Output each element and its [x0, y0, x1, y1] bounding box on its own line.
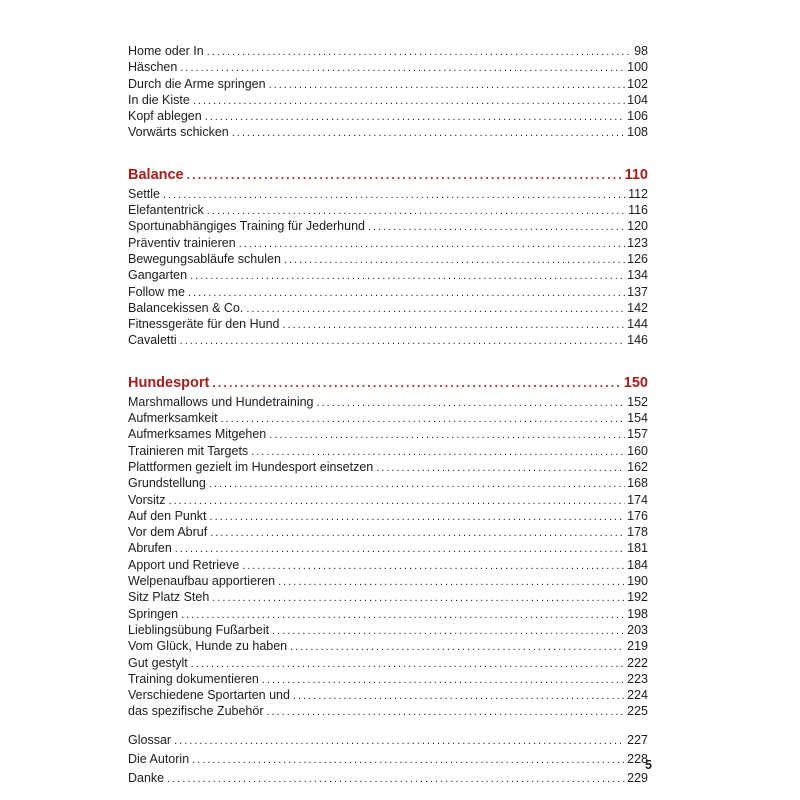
toc-section-heading-page: 110 [624, 166, 648, 183]
toc-entry [128, 541, 648, 557]
toc-group [128, 166, 648, 350]
toc-entry [128, 493, 648, 509]
toc-dot-leader [210, 525, 625, 541]
toc-dot-leader [207, 44, 632, 60]
toc-dot-leader [163, 187, 626, 203]
toc-dot-leader [174, 731, 625, 750]
toc-entry-page: 123 [627, 235, 648, 250]
toc-entry-title: Elefantentrick [128, 203, 204, 218]
toc-entry-title: Vom Glück, Hunde zu haben [128, 639, 288, 654]
toc-dot-leader [205, 109, 625, 125]
toc-entry-page: 174 [627, 492, 648, 507]
toc-dot-leader [242, 558, 625, 574]
toc-entry-title: Springen [128, 606, 179, 621]
toc-entry-page: 104 [627, 92, 648, 107]
toc-entry-title: Home oder In [128, 44, 204, 58]
toc-entry [128, 460, 648, 476]
toc-entry-page: 203 [627, 622, 648, 637]
toc-entry [128, 187, 648, 203]
toc-entry-page: 181 [627, 541, 648, 556]
toc-dot-leader [269, 77, 626, 93]
toc-entry-page: 224 [627, 688, 648, 703]
toc-entry-page: 219 [627, 639, 648, 654]
toc-entry [128, 219, 648, 235]
toc-entry-title: Plattformen gezielt im Hundesport einsetzen [128, 459, 374, 474]
toc-entry-title: Vor dem Abruf [128, 525, 208, 540]
toc-entry-page: 168 [627, 476, 648, 491]
toc-entry-title: Training dokumentieren [128, 671, 259, 686]
toc-entry-page: 112 [628, 186, 648, 201]
toc-dot-leader [212, 374, 621, 393]
toc-entry-title: Danke [128, 770, 165, 785]
toc-entry-title: In die Kiste [128, 92, 190, 107]
toc-entry [128, 607, 648, 623]
toc-dot-leader [221, 411, 626, 427]
toc-dot-leader [180, 60, 625, 76]
toc-entry-title: Verschiedene Sportarten und [128, 688, 290, 703]
toc-dot-leader [207, 203, 626, 219]
toc-entry-title: Aufmerksames Mitgehen [128, 427, 267, 442]
toc-dot-leader [232, 125, 625, 141]
toc-entry-page: 152 [627, 394, 648, 409]
toc-dot-leader [175, 541, 625, 557]
toc-entry [128, 590, 648, 606]
toc-entry-page: 108 [627, 125, 648, 140]
toc-entry [128, 44, 648, 60]
toc-entry-page: 228 [627, 751, 648, 766]
toc-entry-title: Gut gestylt [128, 655, 188, 670]
toc-entry-page: 137 [627, 284, 648, 299]
toc-entry-page: 126 [627, 251, 648, 266]
toc-entry-page: 142 [627, 300, 648, 315]
toc-entry-page: 98 [634, 44, 648, 58]
toc-entry [128, 93, 648, 109]
toc-entry-title: Gangarten [128, 268, 188, 283]
toc-entry-title: Aufmerksamkeit [128, 411, 218, 426]
toc-entry [128, 476, 648, 492]
toc-section-heading [128, 374, 648, 393]
toc-entry-title: Follow me [128, 284, 185, 299]
toc-entry-title: Sitz Platz Steh [128, 590, 210, 605]
toc-entry-page: 134 [627, 268, 648, 283]
toc-entry-page: 157 [627, 427, 648, 442]
toc-entry-title: Abrufen [128, 541, 172, 556]
toc-entry-title: Balancekissen & Co. [128, 300, 244, 315]
toc-entry [128, 236, 648, 252]
toc-dot-leader [180, 333, 626, 349]
toc-entry-page: 120 [627, 219, 648, 234]
toc-entry-page: 146 [627, 333, 648, 348]
toc-entry-page: 116 [628, 203, 648, 218]
toc-entry-title: Auf den Punkt [128, 508, 207, 523]
toc-entry [128, 639, 648, 655]
toc-dot-leader [192, 750, 625, 769]
toc-entry-page: 184 [627, 557, 648, 572]
toc-entry-page: 162 [627, 459, 648, 474]
toc-dot-leader [278, 574, 625, 590]
toc-entry [128, 301, 648, 317]
toc-entry-title: Trainieren mit Targets [128, 443, 249, 458]
toc-entry [128, 525, 648, 541]
toc-entry [128, 77, 648, 93]
toc-entry [128, 252, 648, 268]
toc-section-heading [128, 166, 648, 185]
toc-entry-page: 223 [627, 671, 648, 686]
toc-entry [128, 574, 648, 590]
toc-entry [128, 509, 648, 525]
toc-entry [128, 395, 648, 411]
toc-entry-title: Vorwärts schicken [128, 125, 229, 140]
toc-entry-page: 229 [627, 770, 648, 785]
toc-entry [128, 203, 648, 219]
toc-entry-page: 227 [627, 732, 648, 747]
toc-entry-title: Welpenaufbau apportieren [128, 574, 276, 589]
toc-dot-leader [169, 493, 626, 509]
table-of-contents [128, 44, 648, 788]
toc-entry-page: 160 [627, 443, 648, 458]
toc-dot-leader [262, 672, 625, 688]
toc-dot-leader [317, 395, 626, 411]
toc-entry-title: Marshmallows und Hundetraining [128, 394, 314, 409]
toc-dot-leader [251, 444, 625, 460]
toc-entry [128, 704, 648, 720]
toc-group [128, 731, 648, 788]
toc-entry-page: 154 [627, 411, 648, 426]
toc-dot-leader [267, 704, 626, 720]
toc-dot-leader [167, 769, 625, 788]
toc-dot-leader [190, 268, 625, 284]
toc-entry-page: 144 [627, 317, 648, 332]
toc-group [128, 374, 648, 721]
toc-entry-title: Cavaletti [128, 333, 177, 348]
toc-entry-page: 222 [627, 655, 648, 670]
toc-entry-page: 178 [627, 525, 648, 540]
toc-dot-leader [193, 93, 625, 109]
toc-entry-page: 190 [627, 574, 648, 589]
toc-entry-title: Durch die Arme springen [128, 76, 266, 91]
toc-entry [128, 672, 648, 688]
toc-entry [128, 268, 648, 284]
toc-dot-leader [376, 460, 625, 476]
toc-entry [128, 769, 648, 788]
toc-section-heading-title: Hundesport [128, 374, 210, 391]
toc-dot-leader [181, 607, 625, 623]
toc-entry-page: 225 [627, 704, 648, 719]
toc-entry-title: Glossar [128, 732, 172, 747]
toc-entry-title: Fitnessgeräte für den Hund [128, 317, 280, 332]
toc-dot-leader [293, 688, 625, 704]
toc-entry-title: Vorsitz [128, 492, 166, 507]
toc-entry-page: 176 [627, 508, 648, 523]
toc-entry [128, 317, 648, 333]
toc-entry-title: Lieblingsübung Fußarbeit [128, 622, 270, 637]
toc-entry [128, 688, 648, 704]
toc-entry-page: 100 [627, 60, 648, 75]
toc-dot-leader [272, 623, 625, 639]
toc-entry [128, 285, 648, 301]
toc-entry-title: Apport und Retrieve [128, 557, 240, 572]
toc-entry-title: Settle [128, 186, 160, 201]
toc-dot-leader [239, 236, 625, 252]
toc-entry-title: Grundstellung [128, 476, 206, 491]
toc-dot-leader [290, 639, 625, 655]
toc-section-heading-title: Balance [128, 166, 184, 183]
toc-entry [128, 125, 648, 141]
toc-dot-leader [212, 590, 625, 606]
toc-entry-title: Bewegungsabläufe schulen [128, 251, 281, 266]
page-number-footer: 5 [645, 758, 652, 772]
toc-entry-title: Die Autorin [128, 751, 190, 766]
toc-entry-page: 192 [627, 590, 648, 605]
toc-entry-title: Häschen [128, 60, 178, 75]
toc-dot-leader [269, 427, 625, 443]
toc-entry [128, 558, 648, 574]
toc-entry-page: 106 [627, 109, 648, 124]
toc-dot-leader [368, 219, 625, 235]
toc-dot-leader [188, 285, 625, 301]
toc-entry-page: 198 [627, 606, 648, 621]
toc-entry-title: Präventiv trainieren [128, 235, 236, 250]
toc-dot-leader [282, 317, 625, 333]
toc-entry [128, 656, 648, 672]
toc-entry-title: Sportunabhängiges Training für Jederhund [128, 219, 365, 234]
toc-dot-leader [210, 509, 626, 525]
toc-entry [128, 109, 648, 125]
toc-entry [128, 444, 648, 460]
toc-entry-title: Kopf ablegen [128, 109, 202, 124]
toc-entry [128, 731, 648, 750]
toc-dot-leader [187, 166, 623, 185]
toc-dot-leader [209, 476, 625, 492]
toc-entry [128, 411, 648, 427]
toc-entry [128, 60, 648, 76]
toc-entry-page: 102 [627, 76, 648, 91]
toc-entry [128, 750, 648, 769]
toc-section-heading-page: 150 [623, 374, 648, 391]
toc-entry-title: das spezifische Zubehör [128, 704, 264, 719]
toc-dot-leader [191, 656, 625, 672]
toc-group [128, 44, 648, 142]
toc-entry [128, 427, 648, 443]
toc-entry [128, 333, 648, 349]
toc-dot-leader [246, 301, 625, 317]
toc-dot-leader [284, 252, 625, 268]
toc-entry [128, 623, 648, 639]
